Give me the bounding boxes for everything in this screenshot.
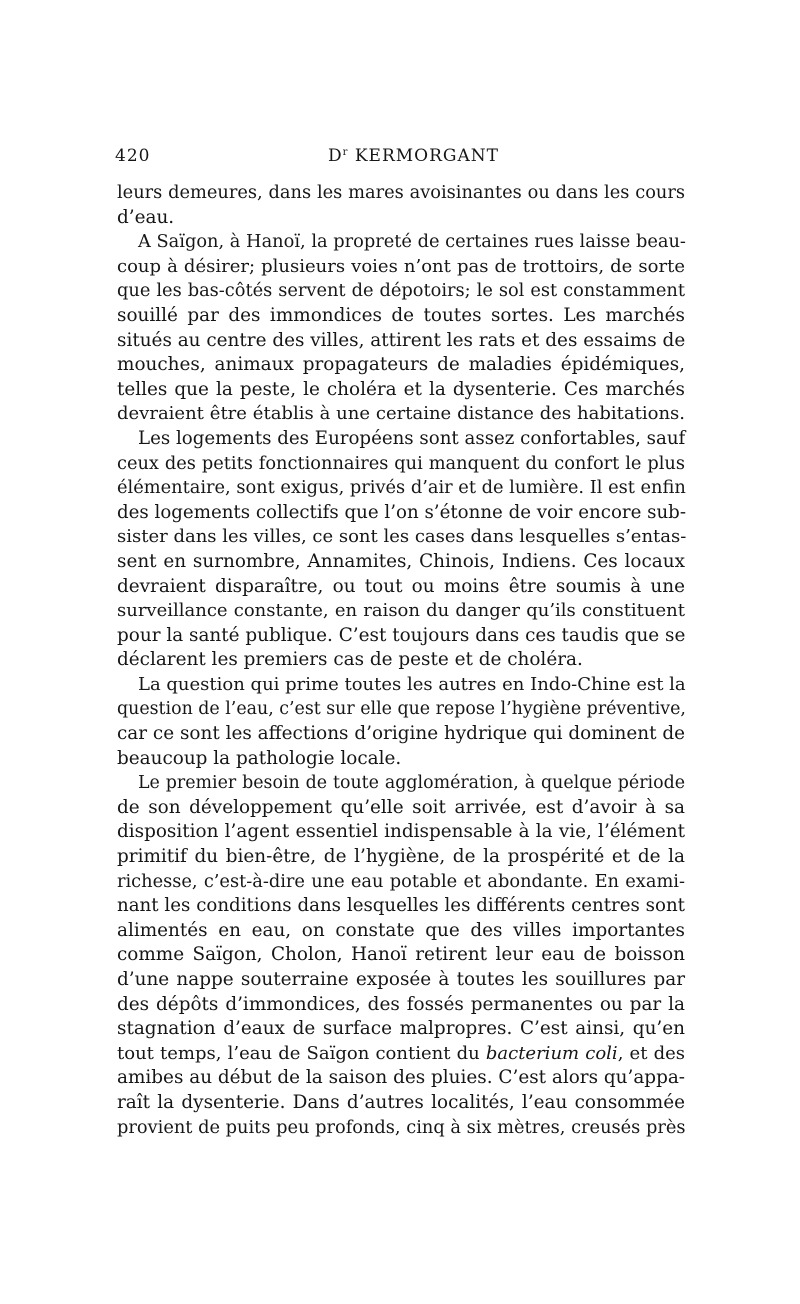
text-line: sent en surnombre, Annamites, Chinois, Indiens. Ces locaux: [117, 550, 685, 572]
text-line: amibes au début de la saison des pluies. C’est alors qu’appa-: [117, 1067, 686, 1089]
text-line: que les bas-côtés servent de dépotoirs; le sol est constamment: [117, 280, 685, 302]
text-line: telles que la peste, le choléra et la dysenterie. Ces marchés: [117, 378, 685, 400]
text-line: d’eau.: [117, 206, 175, 228]
text-line: car ce sont les affections d’origine hydrique qui dominent de: [117, 723, 685, 745]
author-prefix: D: [328, 146, 343, 166]
text-line: souillé par des immondices de toutes sortes. Les marchés: [117, 304, 685, 326]
text-line: alimentés en eau, on constate que des villes importantes: [117, 919, 685, 941]
text-line: disposition l’agent essentiel indispensable à la vie, l’élément: [117, 821, 685, 843]
text-line: d’une nappe souterraine exposée à toutes les souillures par: [117, 969, 685, 990]
text-line: beaucoup la pathologie locale.: [117, 747, 402, 769]
text-line: stagnation d’eaux de surface malpropres. C’est ainsi, qu’en: [117, 1018, 685, 1040]
paragraph-first-line: A Saïgon, à Hanoï, la propreté de certaines rues laisse beau-: [138, 231, 686, 253]
body-text: [117, 181, 685, 1140]
text-line: élémentaire, sont exigus, privés d’air et de lumière. Il est enfin: [117, 477, 686, 499]
text-line: surveillance constante, en raison du danger qu’ils constituent: [117, 600, 685, 622]
author-name: KERMORGANT: [354, 146, 499, 166]
text-line: primitif du bien-être, de l’hygiène, de la prospérité et de la: [117, 846, 685, 868]
text-line: des dépôts d’immondices, des fossés permanentes ou par la: [117, 993, 685, 1015]
italic-term-bacterium-coli: bacterium coli: [485, 1042, 618, 1064]
text-line: sister dans les villes, ce sont les cases dans lesquelles s’entas-: [117, 526, 687, 548]
running-head: [328, 146, 499, 166]
text-line: question de l’eau, c’est sur elle que repose l’hygiène préventive,: [117, 699, 686, 720]
text-line: raît la dysenterie. Dans d’autres localités, l’eau consommée: [117, 1091, 685, 1113]
text-line: devraient être établis à une certaine distance des habitations.: [117, 403, 685, 425]
paragraph-first-line: Les logements des Européens sont assez confortables, sauf: [138, 427, 686, 449]
page-number: 420: [115, 146, 151, 166]
text-line: mouches, animaux propagateurs de maladies épidémiques,: [117, 354, 685, 376]
text-line: richesse, c’est-à-dire une eau potable et abondante. En exami-: [117, 870, 685, 892]
text-line: situés au centre des villes, attirent les rats et des essaims de: [117, 329, 686, 351]
text-line: coup à désirer; plusieurs voies n’ont pas de trottoirs, de sorte: [117, 255, 685, 277]
page-header: [115, 146, 685, 170]
text-line: ceux des petits fonctionnaires qui manquent du confort le plus: [117, 452, 685, 474]
text-line: de son développement qu’elle soit arrivée, est d’avoir à sa: [117, 796, 685, 818]
author-title-suffix: r: [342, 147, 349, 158]
text-line: devraient disparaître, ou tout ou moins être soumis à une: [117, 575, 685, 597]
paragraph-first-line: La question qui prime toutes les autres en Indo-Chine est la: [138, 673, 686, 695]
text-line: pour la santé publique. C’est toujours dans ces taudis que se: [117, 624, 686, 646]
text-line: comme Saïgon, Cholon, Hanoï retirent leur eau de boisson: [117, 944, 685, 966]
text-line: des logements collectifs que l’on s’étonne de voir encore sub-: [117, 501, 686, 523]
text-line-with-italic: [117, 1042, 685, 1067]
text-line: nant les conditions dans lesquelles les différents centres sont: [117, 895, 685, 917]
text-segment: tout temps, l’eau de Saïgon contient du: [117, 1042, 486, 1064]
text-line: provient de puits peu profonds, cinq à six mètres, creusés près: [117, 1116, 686, 1138]
text-segment: , et des: [617, 1042, 685, 1064]
text-line: déclarent les premiers cas de peste et de choléra.: [117, 649, 583, 671]
paragraph-first-line: Le premier besoin de toute agglomération, à quelque période: [138, 773, 685, 794]
text-line: leurs demeures, dans les mares avoisinantes ou dans les cours: [117, 182, 685, 203]
